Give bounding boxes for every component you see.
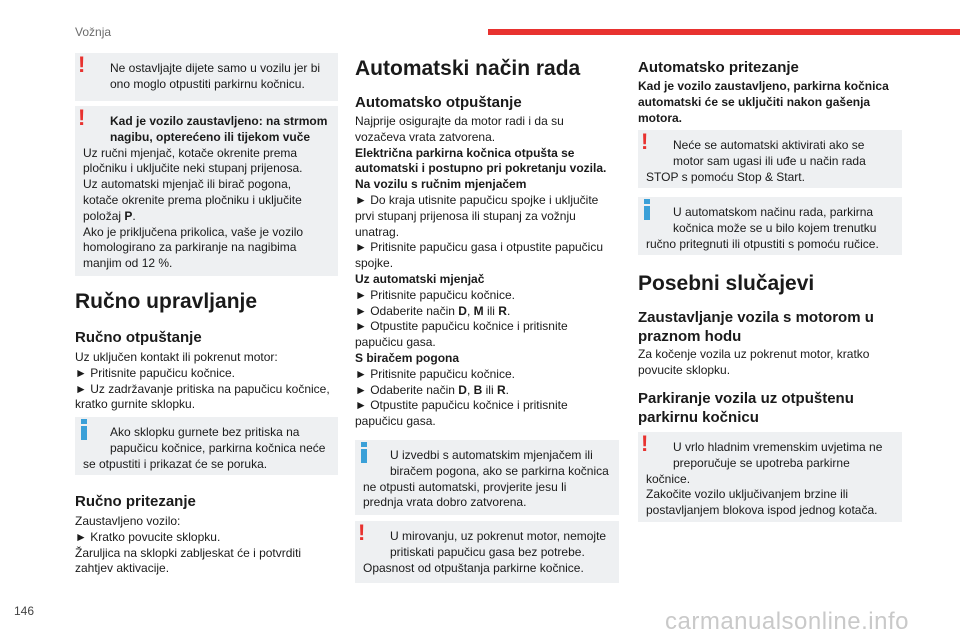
- gear-p: P: [124, 208, 133, 223]
- box-line: se otpustiti i prikazat će se poruka.: [83, 456, 268, 471]
- warning-icon: !: [641, 129, 649, 154]
- text-line: zahtjev aktivacije.: [75, 561, 170, 576]
- text-line: papučicu gasa.: [355, 414, 436, 429]
- text-line: Za kočenje vozila uz pokrenut motor, kratko: [638, 347, 870, 361]
- box-line: U automatskom načinu rada, parkirna: [673, 205, 874, 219]
- box-line: ono moglo otpustiti parkirnu kočnicu.: [110, 76, 305, 91]
- box-line: Uz ručni mjenjač, kotače okrenite prema: [83, 145, 298, 160]
- box-line: U izvedbi s automatskim mjenjačem ili: [390, 448, 593, 462]
- park-prefix: položaj: [83, 208, 125, 223]
- box-line: motor sam ugasi ili uđe u način rada: [673, 153, 866, 168]
- section-heading-manual: Ručno upravljanje: [75, 290, 258, 313]
- box-line: U vrlo hladnim vremenskim uvjetima ne: [673, 440, 883, 454]
- text-span: .: [505, 382, 509, 397]
- text-line: vozačeva vrata zatvorena.: [355, 129, 496, 144]
- heading-line: praznom hodu: [638, 328, 742, 345]
- subheading-manual-release: Ručno otpuštanje: [75, 329, 202, 346]
- box-line: prednja vrata dobro zatvorena.: [363, 495, 527, 510]
- text-span: ,: [466, 303, 474, 318]
- box-line: biračem pogona, ako se parkirna kočnica: [390, 463, 609, 478]
- box-line: Neće se automatski aktivirati ako se: [673, 138, 865, 152]
- box-bold-line: Kad je vozilo zaustavljeno: na strmom: [110, 114, 328, 128]
- text-line: povucite sklopku.: [638, 362, 731, 377]
- running-header: Vožnja: [75, 25, 112, 39]
- subheading-auto-release: Automatsko otpuštanje: [355, 94, 522, 111]
- warning-box-slope: [75, 106, 338, 276]
- header-accent-bar: [488, 29, 960, 35]
- text-span: ili: [482, 382, 497, 397]
- text-line: ► Otpustite papučicu kočnice i pritisnite: [355, 319, 568, 334]
- info-box-auto-mode: [638, 197, 902, 255]
- text-bold-line: Kad je vozilo zaustavljeno, parkirna kočnica: [638, 79, 889, 93]
- gear-r: R: [496, 382, 506, 397]
- box-line: ne otpusti automatski, provjerite jesu li: [363, 479, 567, 494]
- warning-box-child: [75, 53, 338, 101]
- auto-release-text: [355, 114, 619, 430]
- gear-r: R: [498, 303, 507, 318]
- text-line: ► Pritisnite papučicu gasa i otpustite papučicu: [355, 240, 604, 255]
- text-line: Zaustavljeno vozilo:: [75, 514, 181, 528]
- text-line: ► Otpustite papučicu kočnice i pritisnite: [355, 398, 568, 413]
- box-bold-line: nagibu, opterećeno ili tijekom vuče: [110, 129, 311, 144]
- heading-line: parkirnu kočnicu: [638, 409, 759, 426]
- page-number: 146: [14, 604, 35, 618]
- section-heading-special-cases: Posebni slučajevi: [638, 272, 815, 295]
- box-line: kočnica može se u bilo kojem trenutku: [673, 220, 877, 235]
- text-line: Najprije osigurajte da motor radi i da su: [355, 114, 564, 128]
- text-bold-line: Na vozilu s ručnim mjenjačem: [355, 177, 527, 192]
- text-bold-line: S biračem pogona: [355, 350, 460, 365]
- text-bold-line: automatski i postupno pri pokretanju vozila.: [355, 161, 607, 176]
- box-line: kočnice.: [646, 471, 691, 486]
- box-line: Ne ostavljajte dijete samo u vozilu jer bi: [110, 61, 321, 75]
- text-line: ► Do kraja utisnite papučicu spojke i uključite: [355, 192, 599, 207]
- box-line: papučicu kočnice, parkirna kočnica neće: [110, 440, 326, 455]
- section-heading-automatic: Automatski način rada: [355, 57, 581, 80]
- text-bold-line: motora.: [638, 110, 683, 125]
- text-span: ,: [466, 382, 474, 397]
- gear-d: D: [458, 382, 467, 397]
- text-line: kratko gurnite sklopku.: [75, 397, 196, 412]
- text-bold-line: Uz automatski mjenjač: [355, 271, 485, 286]
- text-line: ► Kratko povucite sklopku.: [75, 529, 221, 544]
- park-suffix: .: [132, 208, 136, 223]
- box-line: U mirovanju, uz pokrenut motor, nemojte: [390, 529, 607, 543]
- info-box-switch: [75, 417, 338, 475]
- text-span: .: [506, 303, 511, 318]
- box-line: Zakočite vozilo uključivanjem brzine ili: [646, 487, 849, 502]
- box-line: ručno pritegnuti ili otpustiti s pomoću ručice.: [646, 236, 879, 251]
- heading-line: Zaustavljanje vozila s motorom u: [638, 309, 874, 326]
- box-line: Ako sklopku gurnete bez pritiska na: [110, 425, 300, 439]
- text-line: unatrag.: [355, 224, 400, 239]
- box-line: pločniku i uključite neki stupanj prijenosa.: [83, 161, 303, 176]
- gear-b: B: [473, 382, 483, 397]
- warning-box-accelerator: [355, 521, 619, 583]
- warning-icon: !: [641, 431, 649, 456]
- box-line: preporučuje se upotreba parkirne: [673, 455, 850, 470]
- text-line: papučicu gasa.: [355, 335, 436, 350]
- gear-select-line: [355, 383, 619, 399]
- text-line: Uz uključen kontakt ili pokrenut motor:: [75, 350, 278, 364]
- text-line: prvi stupanj prijenosa ili stupanj za vožnju: [355, 208, 576, 223]
- box-line: Uz automatski mjenjač ili birač pogona,: [83, 177, 292, 192]
- box-line: STOP s pomoću Stop & Start.: [646, 169, 805, 184]
- watermark: carmanualsonline.info: [665, 608, 909, 635]
- gear-m: M: [473, 303, 484, 318]
- manual-release-text: [75, 350, 338, 413]
- text-bold-line: automatski će se uključiti nakon gašenja: [638, 94, 871, 109]
- subheading-auto-apply: Automatsko pritezanje: [638, 59, 799, 76]
- subheading-manual-apply: Ručno pritezanje: [75, 493, 196, 510]
- text-span: ► Odaberite način: [355, 303, 459, 318]
- park-line: [83, 209, 329, 225]
- gear-select-line: [355, 304, 619, 320]
- text-line: ► Pritisnite papučicu kočnice.: [355, 366, 515, 381]
- text-bold-line: Električna parkirna kočnica otpušta se: [355, 145, 575, 160]
- heading-line: Parkiranje vozila uz otpuštenu: [638, 390, 854, 407]
- text-line: ► Pritisnite papučicu kočnice.: [75, 365, 235, 380]
- info-box-auto-gearbox: [355, 440, 619, 515]
- manual-apply-text: [75, 514, 338, 577]
- warning-box-stop-start: [638, 130, 902, 188]
- auto-apply-text: [638, 79, 902, 126]
- text-line: ► Pritisnite papučicu kočnice.: [355, 287, 515, 302]
- warning-icon: !: [358, 520, 366, 545]
- box-line: pritiskati papučicu gasa bez potrebe.: [390, 544, 585, 559]
- text-span: ili: [483, 303, 499, 318]
- warning-icon: !: [78, 52, 86, 77]
- box-line: postavljanjem blokova ispod jednog kotača.: [646, 503, 878, 518]
- warning-box-cold-weather: [638, 432, 902, 522]
- box-line: homologirano za parkiranje na nagibima: [83, 240, 297, 255]
- box-line: Ako je priključena prikolica, vaše je vozilo: [83, 224, 304, 239]
- text-line: ► Uz zadržavanje pritiska na papučicu kočnice,: [75, 381, 330, 396]
- idle-stop-text: [638, 347, 902, 379]
- gear-d: D: [458, 303, 467, 318]
- box-line: manjim od 12 %.: [83, 256, 173, 271]
- box-line: Opasnost od otpuštanja parkirne kočnice.: [363, 560, 584, 575]
- subheading-idle-stop: [638, 308, 874, 346]
- subheading-park-released: [638, 389, 854, 427]
- text-span: ► Odaberite način: [355, 382, 459, 397]
- text-line: Žaruljica na sklopki zabljeskat će i potvrditi: [75, 545, 302, 560]
- warning-icon: !: [78, 105, 86, 130]
- text-line: spojke.: [355, 256, 394, 271]
- box-line: kotače okrenite prema pločniku i uključite: [83, 192, 302, 207]
